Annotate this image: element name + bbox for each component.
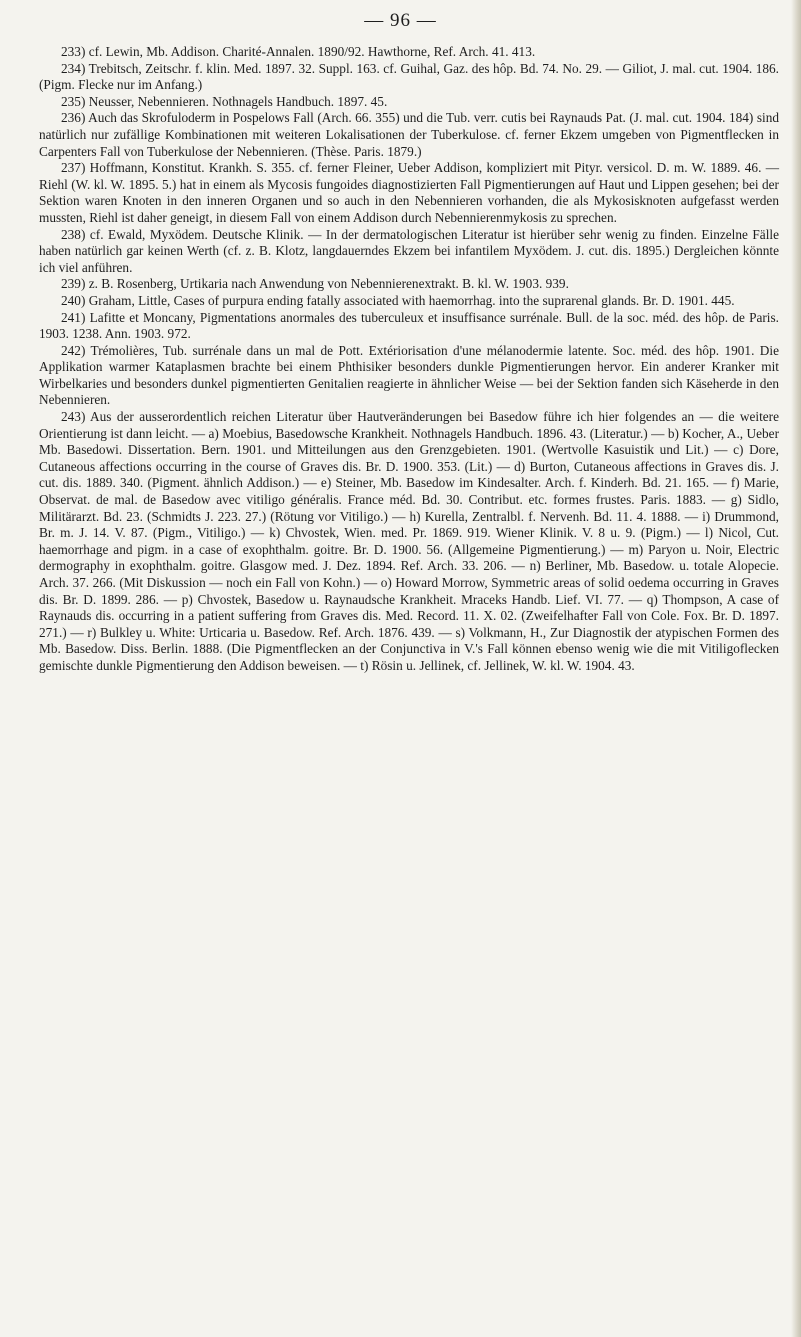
footnote-241: 241) Lafitte et Moncany, Pigmentations anormales des tuberculeux et insuffisance surrénale. Bull. de la soc. méd. des hôp. de Paris. 1903. 1238. Ann. 1903. 972. [39, 309, 779, 342]
footnote-242: 242) Trémolières, Tub. surrénale dans un mal de Pott. Extériorisation d'une mélanodermie latente. Soc. méd. des hôp. 1901. Die Applikation warmer Kataplasmen brachte bei einem Phthisiker besonders dunkle Pigmentierungen hervor. Ein anderer Kranker mit Wirbelkaries und besonders dunkel pigmentierten Genitalien reagierte in ähnlicher Weise — bei der Sektion fanden sich Käseherde in den Nebennieren. [39, 342, 779, 408]
page-edge-shadow [791, 0, 801, 1337]
footnote-238: 238) cf. Ewald, Myxödem. Deutsche Klinik. — In der dermatologischen Literatur ist hierüber sehr wenig zu finden. Einzelne Fälle haben natürlich gar keinen Werth (cf. z. B. Klotz, langdauerndes Ekzem bei infantilem Myxödem. J. cut. dis. 1895.) Dergleichen könnte ich viel anführen. [39, 226, 779, 275]
page-number: — 96 — [364, 10, 437, 31]
footnote-243: 243) Aus der ausserordentlich reichen Literatur über Hautveränderungen bei Basedow führe ich hier folgendes an — die weitere Orientierung ist dann leicht. — a) Moebius, Basedowsche Krankheit. Nothnagels Handbuch. 1896. 43. (Literatur.) — b) Kocher, A., Ueber Mb. Basedowi. Dissertation. Bern. 1901. und Mitteilungen aus den Grenzgebieten. 1901. (Wertvolle Kasuistik und Lit.) — c) Dore, Cutaneous affections occurring in the course of Graves dis. Br. D. 1900. 353. (Lit.) — d) Burton, Cutaneous affections in Graves dis. J. cut. dis. 1889. 340. (Pigment. ähnlich Addison.) — e) Steiner, Mb. Basedow im Kindesalter. Arch. f. Kinderh. Bd. 21. 165. — f) Marie, Observat. de mal. de Basedow avec vitiligo généralis. France méd. Bd. 30. Contribut. etc. formes frustes. Paris. 1883. — g) Sidlo, Militärarzt. Bd. 23. (Schmidts J. 223. 27.) (Rötung vor Vitiligo.) — h) Kurella, Zentralbl. f. Nervenh. Bd. 11. 4. 1888. — i) Drummond, Br. m. J. 14. V. 87. (Pigm., Vitiligo.) — k) Chvostek, Wien. med. Pr. 1869. 919. Wiener Klinik. V. 8 u. 9. (Pigm.) — l) Nicol, Cut. haemorrhage and pigm. in a case of exophthalm. goitre. Br. D. 1900. 56. (Allgemeine Pigmentierung.) — m) Paryon u. Noir, Electric dermography in exophthalm. goitre. Glasgow med. J. Dez. 1894. Ref. Arch. 33. 206. — n) Berliner, Mb. Basedow. u. totale Alopecie. Arch. 37. 266. (Mit Diskussion — noch ein Fall von Kohn.) — o) Howard Morrow, Symmetric areas of solid oedema occurring in Graves dis. Br. D. 1899. 286. — p) Chvostek, Basedow u. Raynaudsche Krankheit. Mraceks Handb. Lief. VI. 77. — q) Thompson, A case of Raynauds dis. occurring in a patient suffering from Graves dis. Med. Record. 11. X. 02. (Zweifelhafter Fall von Cole. Fox. Br. D. 1897. 271.) — r) Bulkley u. White: Urticaria u. Basedow. Ref. Arch. 1876. 439. — s) Volkmann, H., Zur Diagnostik der atypischen Formen des Mb. Basedow. Diss. Berlin. 1888. (Die Pigmentflecken an der Conjunctiva in V.'s Fall können ebenso wenig wie die mit Vitiligoflecken gemischte dunkle Pigmentierung den Addison beweisen. — t) Rösin u. Jellinek, cf. Jellinek, W. kl. W. 1904. 43. [39, 409, 779, 673]
footnote-237: 237) Hoffmann, Konstitut. Krankh. S. 355. cf. ferner Fleiner, Ueber Addison, kompliziert mit Pityr. versicol. D. m. W. 1889. 46. — Riehl (W. kl. W. 1895. 5.) hat in einem als Mycosis fungoides diagnostizierten Fall Pigmentierungen auf Haut und Lippen gesehen; bei der Sektion waren Knoten in den inneren Organen und so auch in den Nebennieren vorhanden, die als Mykosisknoten aufgefasst werden mussten, Riehl ist daher geneigt, in diesem Fall von einem Addison durch Nebennierenmykosis zu sprechen. [39, 160, 779, 225]
footnote-235: 235) Neusser, Nebennieren. Nothnagels Handbuch. 1897. 45. [61, 93, 388, 109]
footnote-234: 234) Trebitsch, Zeitschr. f. klin. Med. 1897. 32. Suppl. 163. cf. Guihal, Gaz. des hôp. Bd. 74. No. 29. — Giliot, J. mal. cut. 1904. 186. (Pigm. Flecke nur im Anfang.) [39, 60, 779, 93]
footnote-240: 240) Graham, Little, Cases of purpura ending fatally associated with haemorrhag. into the suprarenal glands. Br. D. 1901. 445. [61, 292, 735, 308]
footnote-233: 233) cf. Lewin, Mb. Addison. Charité-Annalen. 1890/92. Hawthorne, Ref. Arch. 41. 413. [61, 44, 536, 59]
footnote-236: 236) Auch das Skrofuloderm in Pospelows Fall (Arch. 66. 355) und die Tub. verr. cutis bei Raynauds Pat. (J. mal. cut. 1904. 184) sind natürlich nur zufällige Kombinationen mit weiteren Lokalisationen der Tuberkulose. cf. ferner Ekzem umgeben von Pigmentflecken in Carpenters Fall von Tuberkulose der Nebennieren. (Thèse. Paris. 1879.) [39, 110, 779, 159]
footnotes-body [39, 44, 779, 675]
footnote-239: 239) z. B. Rosenberg, Urtikaria nach Anwendung von Nebennierenextrakt. B. kl. W. 1903. 939. [61, 276, 569, 292]
